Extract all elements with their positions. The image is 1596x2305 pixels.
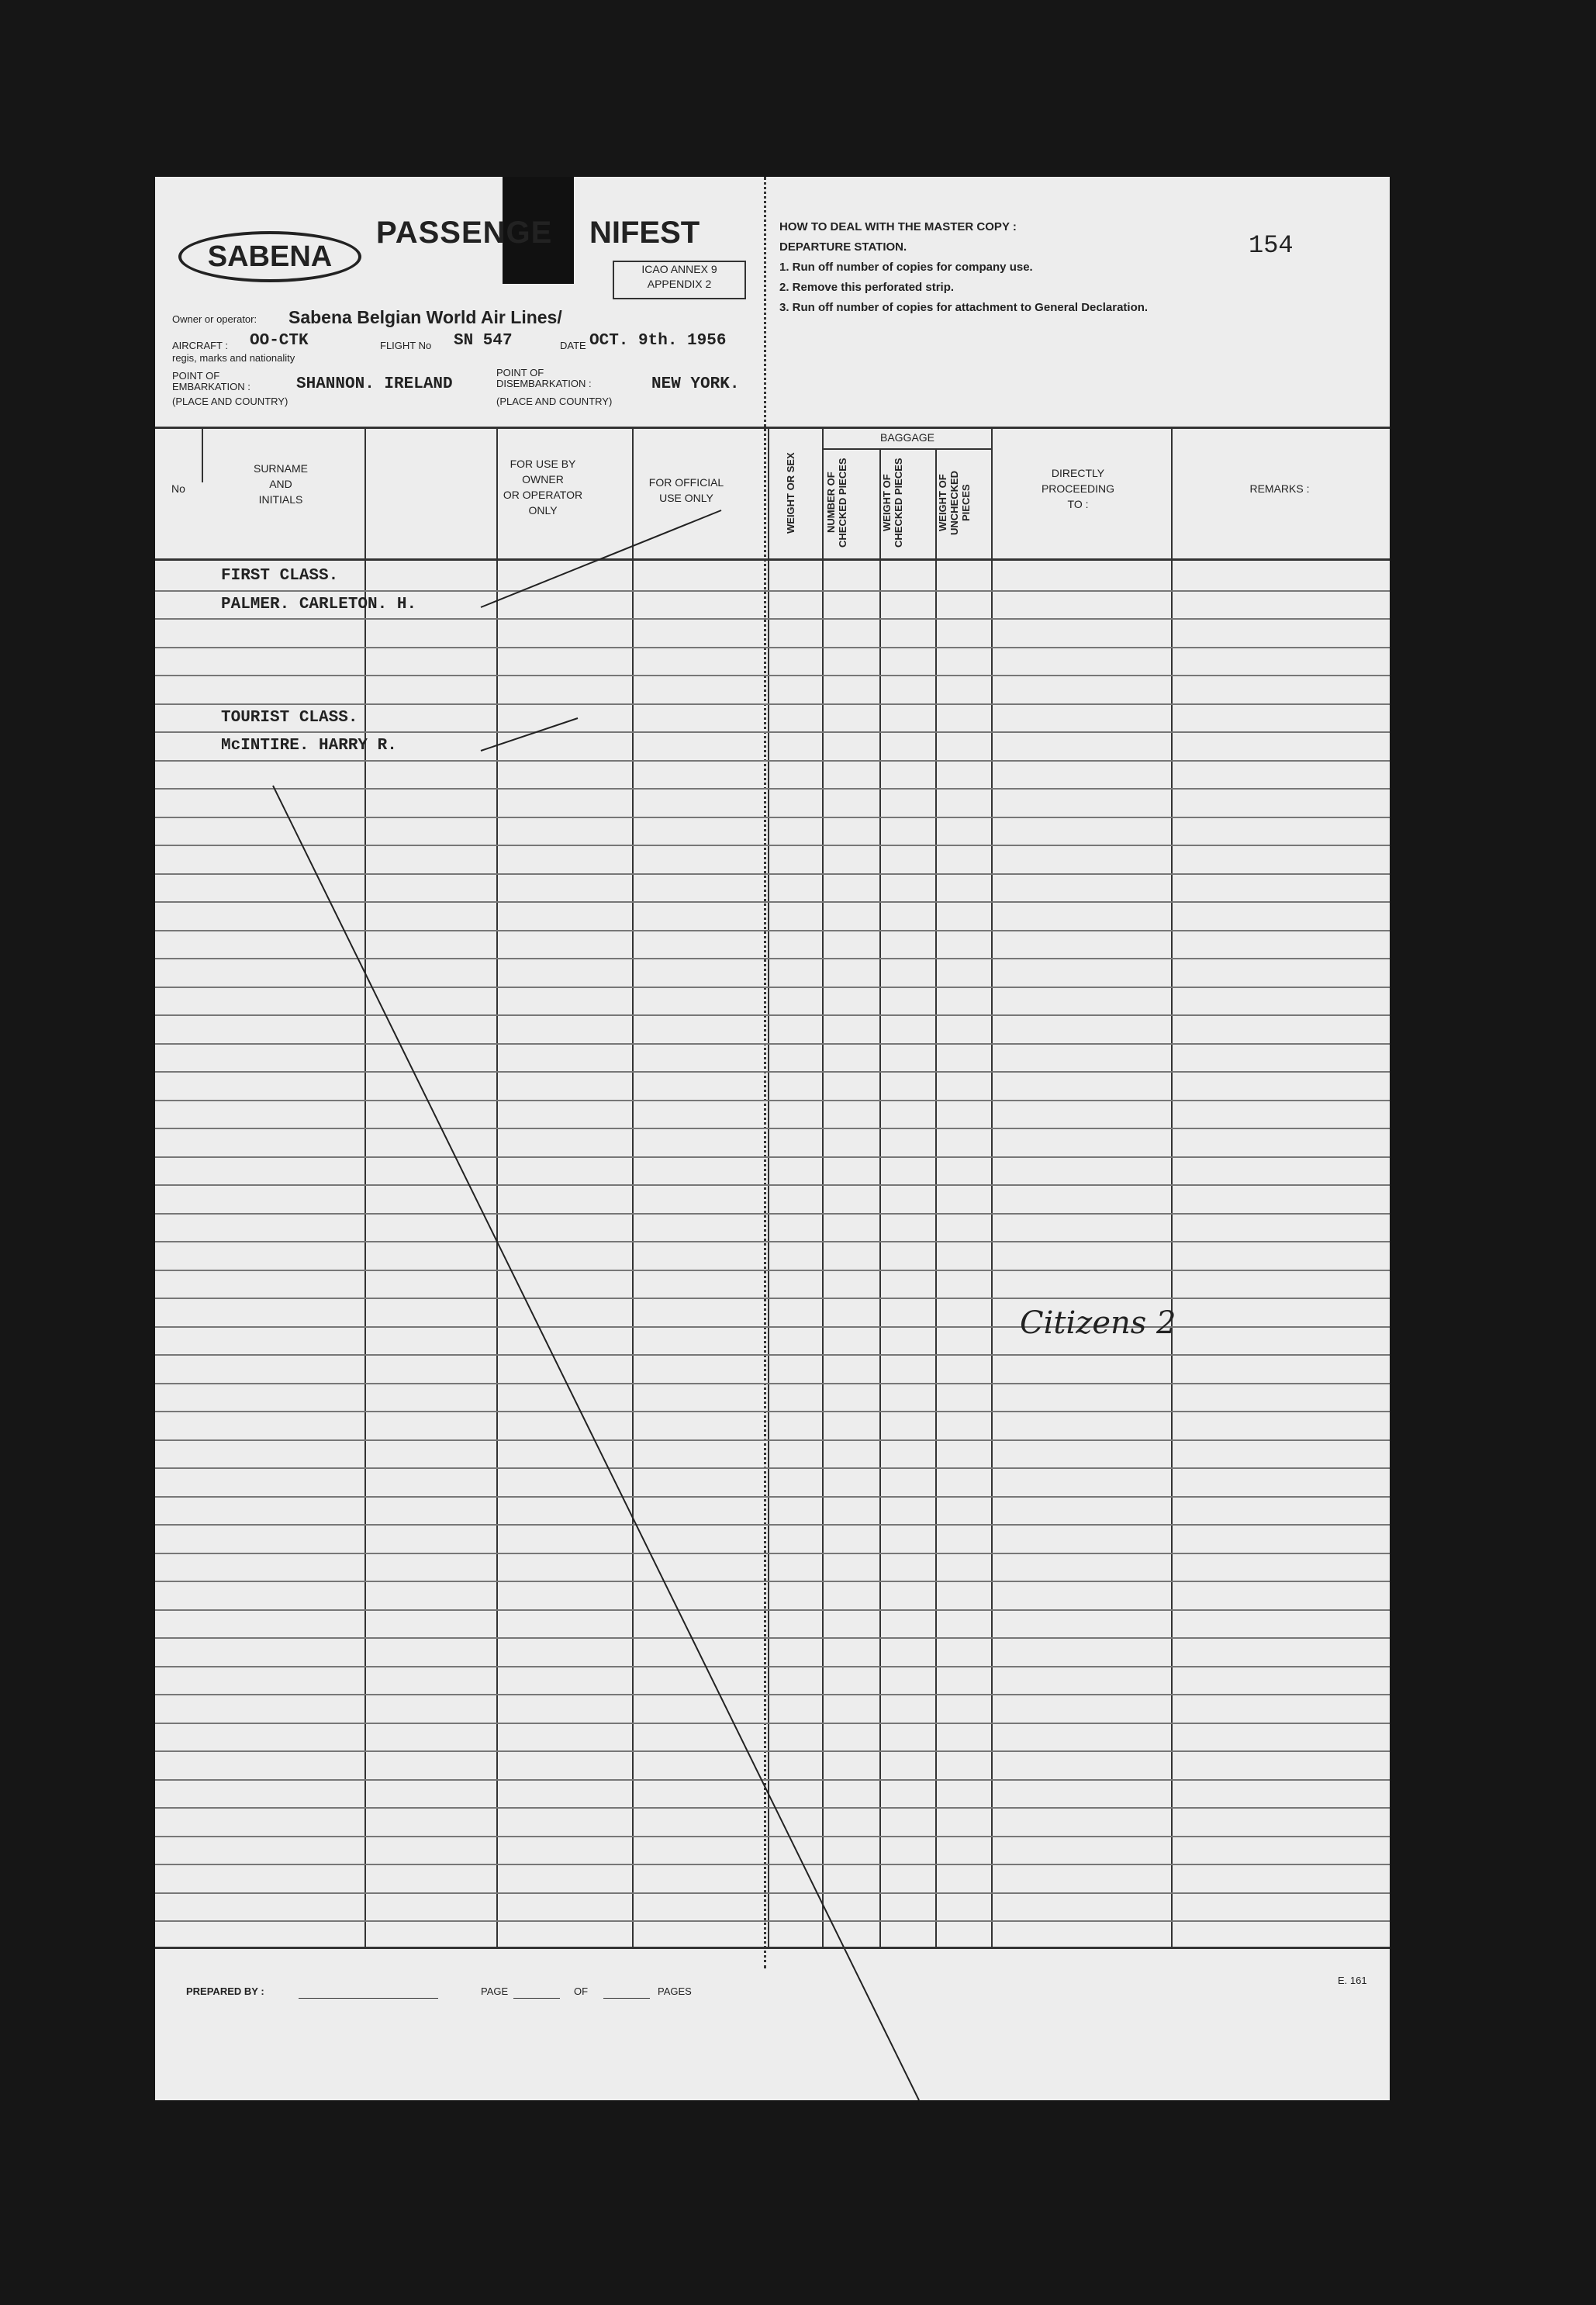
icao-annex-box: ICAO ANNEX 9 APPENDIX 2 <box>613 261 746 299</box>
date-label: DATE <box>560 340 586 351</box>
instructions-heading: HOW TO DEAL WITH THE MASTER COPY : <box>779 220 1017 233</box>
disembark-label: POINT OF DISEMBARKATION : <box>496 367 592 389</box>
instruction-step: 2. Remove this perforated strip. <box>779 281 955 294</box>
owner-label: Owner or operator: <box>172 313 257 325</box>
disembark-value: NEW YORK. <box>651 375 740 393</box>
form-code: E. 161 <box>1338 1975 1367 1986</box>
tourist-class-heading: TOURIST CLASS. <box>221 709 358 727</box>
footer-rule <box>155 1947 1390 1949</box>
col-no: No <box>171 482 185 495</box>
manifest-title-right: NIFEST <box>589 216 700 250</box>
col-remarks: REMARKS : <box>1249 482 1310 495</box>
col-num-checked: NUMBER OF CHECKED PIECES <box>825 458 848 548</box>
pages-label: PAGES <box>658 1985 692 1997</box>
col-proceeding: DIRECTLY PROCEEDING TO : <box>1041 467 1115 510</box>
instruction-step: 3. Run off number of copies for attachment to General Declaration. <box>779 301 1149 314</box>
disembark-note: (PLACE AND COUNTRY) <box>496 396 613 407</box>
col-baggage: BAGGAGE <box>879 431 935 444</box>
aircraft-value: OO-CTK <box>250 332 309 350</box>
col-official: FOR OFFICIAL USE ONLY <box>648 476 724 504</box>
handwritten-note: Citizens 2 <box>1020 1305 1176 1341</box>
prepared-by-label: PREPARED BY : <box>186 1985 264 1997</box>
manifest-form <box>155 177 1390 2100</box>
page-label: PAGE <box>481 1985 509 1997</box>
of-label: OF <box>574 1985 589 1997</box>
col-weight-checked: WEIGHT OF CHECKED PIECES <box>881 458 904 548</box>
pen-strokes <box>155 177 1390 2100</box>
page-number: 154 <box>1249 231 1294 260</box>
passenger-entry: McINTIRE. HARRY R. <box>221 737 397 755</box>
aircraft-label: AIRCRAFT : <box>172 340 228 351</box>
date-value: OCT. 9th. 1956 <box>589 332 727 350</box>
instruction-step: 1. Run off number of copies for company use. <box>779 261 1033 274</box>
embark-note: (PLACE AND COUNTRY) <box>172 396 288 407</box>
owner-value: Sabena Belgian World Air Lines/ <box>288 307 562 327</box>
embark-value: SHANNON. IRELAND <box>296 375 453 393</box>
flight-label: FLIGHT No <box>380 340 432 351</box>
col-surname: SURNAME AND INITIALS <box>253 462 308 506</box>
first-class-heading: FIRST CLASS. <box>221 567 339 585</box>
instructions-station: DEPARTURE STATION. <box>779 240 907 254</box>
col-owner-use: FOR USE BY OWNER OR OPERATOR ONLY <box>503 458 583 517</box>
col-weight-sex: WEIGHT OR SEX <box>785 452 796 534</box>
col-weight-unchecked: WEIGHT OF UNCHECKED PIECES <box>937 470 972 535</box>
regis-note: regis, marks and nationality <box>172 352 295 364</box>
embark-label: POINT OF EMBARKATION : <box>172 370 250 392</box>
manifest-title-left: PASSENGE <box>376 216 553 250</box>
flight-value: SN 547 <box>454 332 513 350</box>
sabena-logo: SABENA <box>178 231 361 282</box>
passenger-entry: PALMER. CARLETON. H. <box>221 596 417 613</box>
